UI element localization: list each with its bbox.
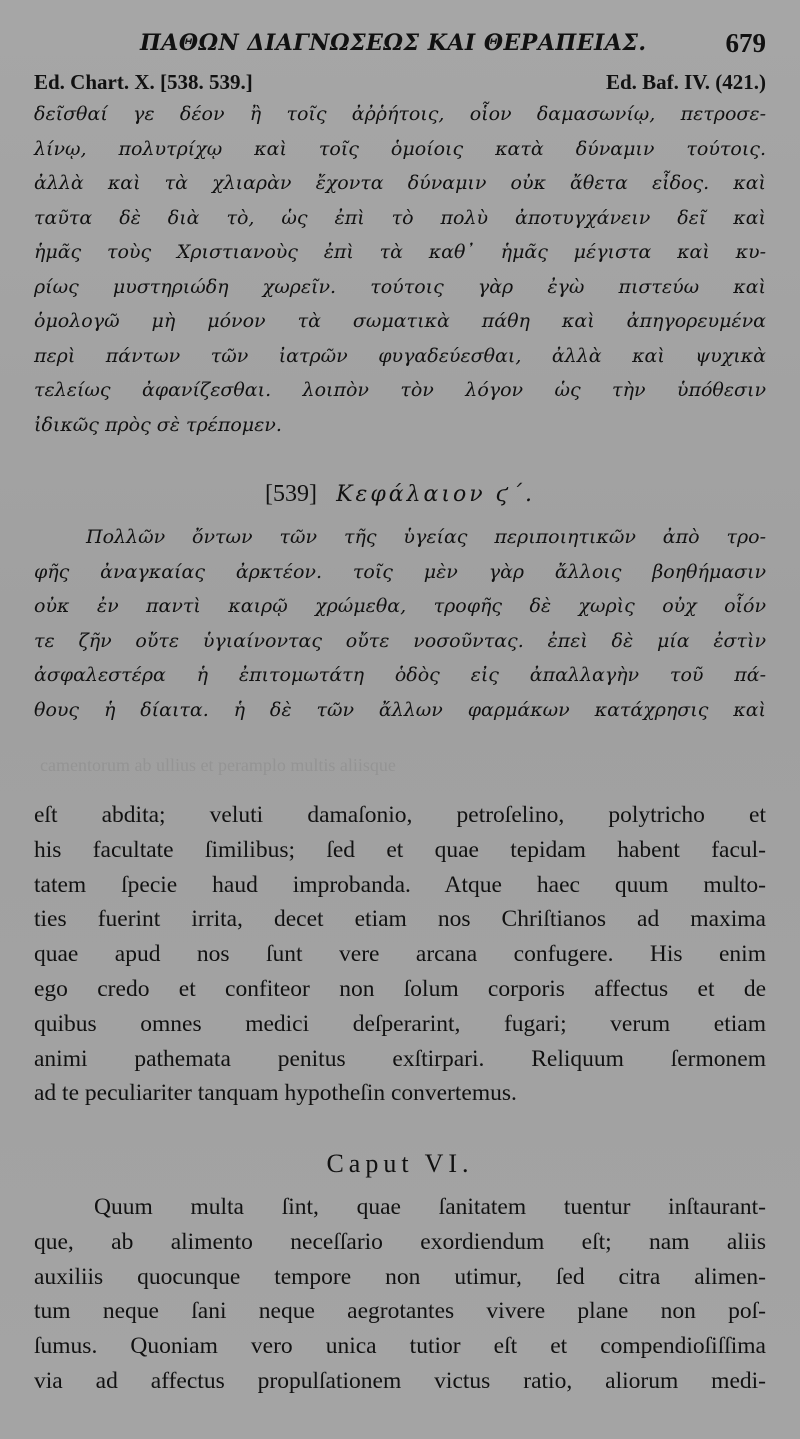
greek-chapter-page-ref: [539]	[265, 481, 318, 507]
greek-line: ἀσφαλεστέρα ἡ ἐπιτομωτάτη ὁδὸς εἰς ἀπαλλαγὴν τοῦ πά-	[34, 664, 766, 686]
latin-line: ego credo et confiteor non ſolum corporis affectus et de	[34, 975, 766, 1002]
latin-line: animi pathemata penitus exſtirpari. Reliquum ſermonem	[34, 1045, 766, 1072]
greek-line: φῆς ἀναγκαίας ἀρκτέον. τοῖς μὲν γὰρ ἄλλοις βοηθήμασιν	[34, 560, 766, 583]
latin-paragraph-1	[34, 798, 766, 1111]
latin-chapter-heading: Caput VI.	[326, 1149, 474, 1178]
greek-line: ἡμᾶς τοὺς Χριστιανοὺς ἐπὶ τὰ καθ᾽ ἡμᾶς μέγιστα καὶ κυ-	[34, 241, 766, 263]
greek-line: τε ζῆν οὔτε ὑγιαίνοντας οὔτε νοσοῦντας. ἐπεὶ δὲ μία ἐστὶν	[34, 629, 766, 652]
latin-line: auxiliis quocunque tempore non utimur, ſed citra alimen-	[34, 1263, 766, 1290]
running-head-title: ΠΑΘΩΝ ΔΙΑΓΝΩΣΕΩΣ ΚΑΙ ΘΕΡΑΠΕΙΑΣ.	[140, 30, 647, 56]
latin-line: Quum multa ſint, quae ſanitatem tuentur inſtaurant-	[94, 1194, 766, 1220]
greek-line: λίνῳ, πολυτρίχῳ καὶ τοῖς ὁμοίοις κατὰ δύναμιν τούτοις.	[34, 137, 766, 160]
greek-line: ταῦτα δὲ διὰ τὸ, ὡς ἐπὶ τὸ πολὺ ἀποτυγχάνειν δεῖ καὶ	[34, 206, 766, 229]
latin-paragraph-2	[34, 1190, 766, 1399]
latin-line: que, ab alimento neceſſario exordiendum eſt; nam aliis	[34, 1228, 766, 1255]
greek-paragraph-2	[34, 520, 766, 727]
greek-line: ἀλλὰ καὶ τὰ χλιαρὰν ἔχοντα δύναμιν οὐκ ἄθετα εἶδος. καὶ	[34, 172, 766, 194]
edition-reference-chartier: Ed. Chart. X. [538. 539.]	[34, 70, 253, 94]
edition-reference-line	[34, 70, 766, 98]
greek-line: ρίως μυστηριώδη χωρεῖν. τούτοις γὰρ ἐγὼ πιστεύω καὶ	[34, 275, 766, 298]
greek-chapter-heading	[0, 474, 800, 514]
latin-line: tum neque ſani neque aegrotantes vivere plane non poſ-	[34, 1298, 766, 1325]
latin-line: ties fuerint irrita, decet etiam nos Chriſtianos ad maxima	[34, 906, 766, 933]
greek-line: θους ἡ δίαιτα. ἡ δὲ τῶν ἄλλων φαρμάκων κατάχρησις καὶ	[34, 698, 766, 721]
greek-paragraph-1	[34, 97, 766, 442]
running-head	[0, 26, 800, 66]
greek-line: οὐκ ἐν παντὶ καιρῷ χρώμεθα, τροφῆς δὲ χωρὶς οὐχ οἷόν	[34, 595, 766, 617]
greek-line: ἰδικῶς πρὸς σὲ τρέπομεν.	[34, 413, 282, 436]
greek-line: Πολλῶν ὄντων τῶν τῆς ὑγείας περιποιητικῶν ἀπὸ τρο-	[86, 526, 766, 548]
latin-line: via ad affectus propulſationem victus ratio, aliorum medi-	[34, 1367, 766, 1394]
latin-line: his facultate ſimilibus; ſed et quae tepidam habent facul-	[34, 836, 766, 863]
page-number: 679	[725, 28, 766, 58]
greek-line: ὁμολογῶ μὴ μόνον τὰ σωματικὰ πάθη καὶ ἀπηγορευμένα	[34, 310, 766, 332]
edition-reference-basel: Ed. Baf. IV. (421.)	[605, 70, 766, 94]
latin-line: ad te peculiariter tanquam hypotheſin convertemus.	[34, 1080, 517, 1107]
latin-line: quibus omnes medici deſperarint, fugari; verum etiam	[34, 1010, 766, 1037]
greek-line: δεῖσθαί γε δέον ἢ τοῖς ἀῤῥήτοις, οἷον δαμασωνίῳ, πετροσε-	[34, 103, 766, 125]
latin-line: ſumus. Quoniam vero unica tutior eſt et compendioſiſſima	[34, 1333, 766, 1360]
latin-line: quae apud nos ſunt vere arcana confugere. His enim	[34, 941, 766, 968]
latin-line: eſt abdita; veluti damaſonio, petroſelino, polytricho et	[34, 802, 766, 828]
greek-line: περὶ πάντων τῶν ἰατρῶν φυγαδεύεσθαι, ἀλλὰ καὶ ψυχικὰ	[34, 344, 766, 367]
greek-chapter-title: Κεφάλαιον ϛ΄.	[336, 482, 535, 507]
bleed-through-text: camentorum ab ullius et peramplo multis aliisque	[40, 755, 396, 775]
greek-line: τελείως ἀφανίζεσθαι. λοιπὸν τὸν λόγον ὡς τὴν ὑπόθεσιν	[34, 379, 766, 401]
latin-line: tatem ſpecie haud improbanda. Atque haec quum multo-	[34, 871, 766, 898]
